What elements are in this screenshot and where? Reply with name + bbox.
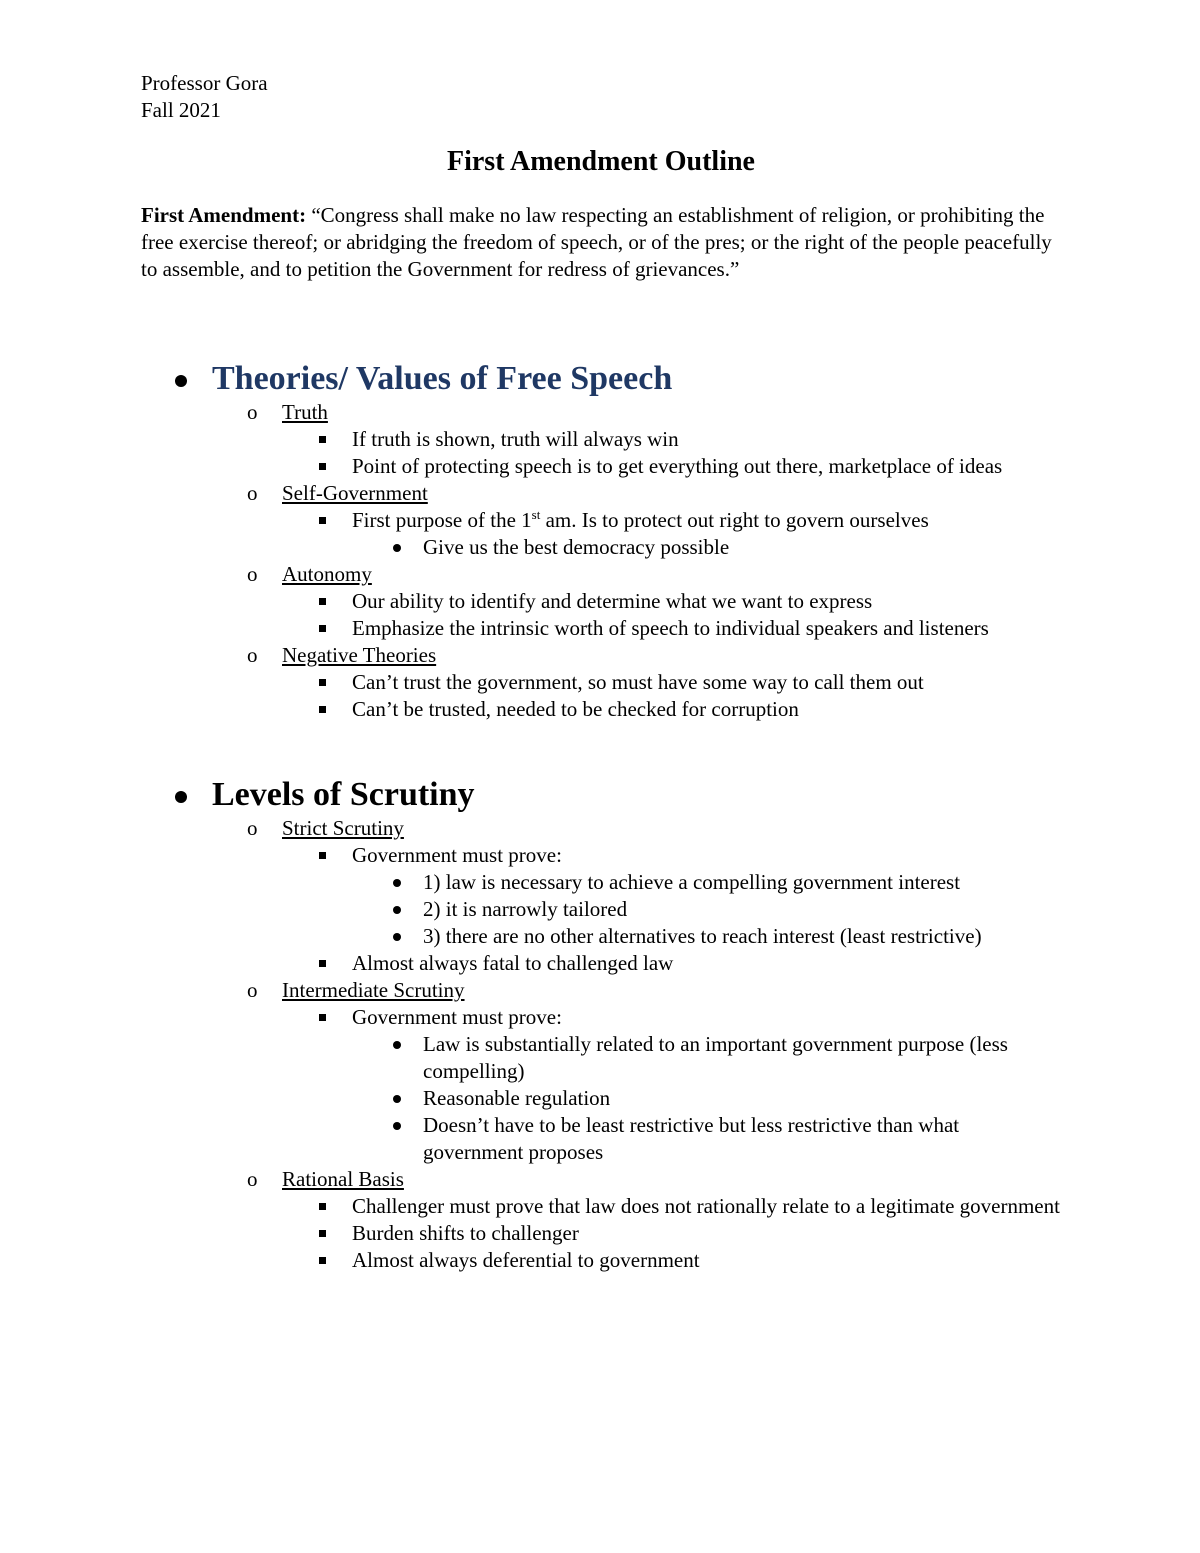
circle-bullet-icon: o [247, 1167, 258, 1191]
circle-bullet-icon: o [247, 562, 258, 586]
list-item: Point of protecting speech is to get everything out there, marketplace of ideas [141, 453, 1061, 480]
square-bullet-icon [319, 679, 326, 686]
bullet-dot-icon [393, 1122, 401, 1130]
list-item: Reasonable regulation [141, 1085, 1061, 1112]
subheading-rational-basis: o Rational Basis [247, 1167, 404, 1191]
list-item: 2) it is narrowly tailored [141, 896, 1061, 923]
document-title: First Amendment Outline [447, 146, 755, 177]
subheading-autonomy: o Autonomy [247, 562, 372, 586]
bullet-dot-icon [393, 906, 401, 914]
circle-bullet-icon: o [247, 400, 258, 424]
square-bullet-icon [319, 1014, 326, 1021]
square-bullet-icon [319, 517, 326, 524]
list-item: Can’t be trusted, needed to be checked for corruption [141, 696, 1061, 723]
section-theories [141, 359, 1061, 723]
square-bullet-icon [319, 1257, 326, 1264]
bullet-dot-icon [393, 879, 401, 887]
subheading-strict-scrutiny: o Strict Scrutiny [247, 816, 404, 840]
amendment-text: “Congress shall make no law respecting an establishment of religion, or prohibiting the free exercise thereof; or abridging the freedom of speech, or of the pres; or the right of the people peacefully to assemble, and to petition the Government for redress of grievances.” [141, 203, 1052, 281]
professor-name: Professor Gora [141, 71, 268, 95]
circle-bullet-icon: o [247, 816, 258, 840]
square-bullet-icon [319, 598, 326, 605]
bullet-dot-icon [393, 544, 401, 552]
subheading-self-government: o Self-Government [247, 481, 428, 505]
subheading-intermediate-scrutiny: o Intermediate Scrutiny [247, 978, 465, 1002]
list-item: Challenger must prove that law does not rationally relate to a legitimate government [141, 1193, 1061, 1220]
list-item: 1) law is necessary to achieve a compelling government interest [141, 869, 1061, 896]
square-bullet-icon [319, 706, 326, 713]
bullet-dot-icon [175, 791, 187, 803]
circle-bullet-icon: o [247, 481, 258, 505]
amendment-label: First Amendment: [141, 203, 307, 227]
circle-bullet-icon: o [247, 978, 258, 1002]
list-item: If truth is shown, truth will always win [141, 426, 1061, 453]
list-item: Law is substantially related to an important government purpose (less compelling) [141, 1031, 1061, 1085]
list-item: Give us the best democracy possible [141, 534, 1061, 561]
amendment-paragraph [141, 202, 1061, 283]
square-bullet-icon [319, 1203, 326, 1210]
square-bullet-icon [319, 436, 326, 443]
section-heading-scrutiny: Levels of Scrutiny [141, 775, 1061, 815]
section-scrutiny [141, 775, 1061, 1274]
document-page [141, 70, 1061, 1274]
list-item: Doesn’t have to be least restrictive but less restrictive than what government proposes [141, 1112, 1061, 1166]
bullet-dot-icon [393, 933, 401, 941]
list-item: Burden shifts to challenger [141, 1220, 1061, 1247]
square-bullet-icon [319, 852, 326, 859]
square-bullet-icon [319, 1230, 326, 1237]
section-heading-theories: Theories/ Values of Free Speech [141, 359, 1061, 399]
list-item: Government must prove: [141, 1004, 1061, 1031]
bullet-dot-icon [393, 1041, 401, 1049]
subheading-truth: o Truth [247, 400, 328, 424]
square-bullet-icon [319, 463, 326, 470]
circle-bullet-icon: o [247, 643, 258, 667]
term: Fall 2021 [141, 98, 221, 122]
list-item: Almost always deferential to government [141, 1247, 1061, 1274]
subheading-negative-theories: o Negative Theories [247, 643, 437, 667]
list-item: Can’t trust the government, so must have some way to call them out [141, 669, 1061, 696]
square-bullet-icon [319, 625, 326, 632]
square-bullet-icon [319, 960, 326, 967]
list-item: First purpose of the 1st am. Is to protect out right to govern ourselves [141, 507, 1061, 534]
list-item: 3) there are no other alternatives to reach interest (least restrictive) [141, 923, 1061, 950]
list-item: Government must prove: [141, 842, 1061, 869]
list-item: Our ability to identify and determine what we want to express [141, 588, 1061, 615]
bullet-dot-icon [175, 375, 187, 387]
bullet-dot-icon [393, 1095, 401, 1103]
list-item: Almost always fatal to challenged law [141, 950, 1061, 977]
list-item: Emphasize the intrinsic worth of speech to individual speakers and listeners [141, 615, 1061, 642]
